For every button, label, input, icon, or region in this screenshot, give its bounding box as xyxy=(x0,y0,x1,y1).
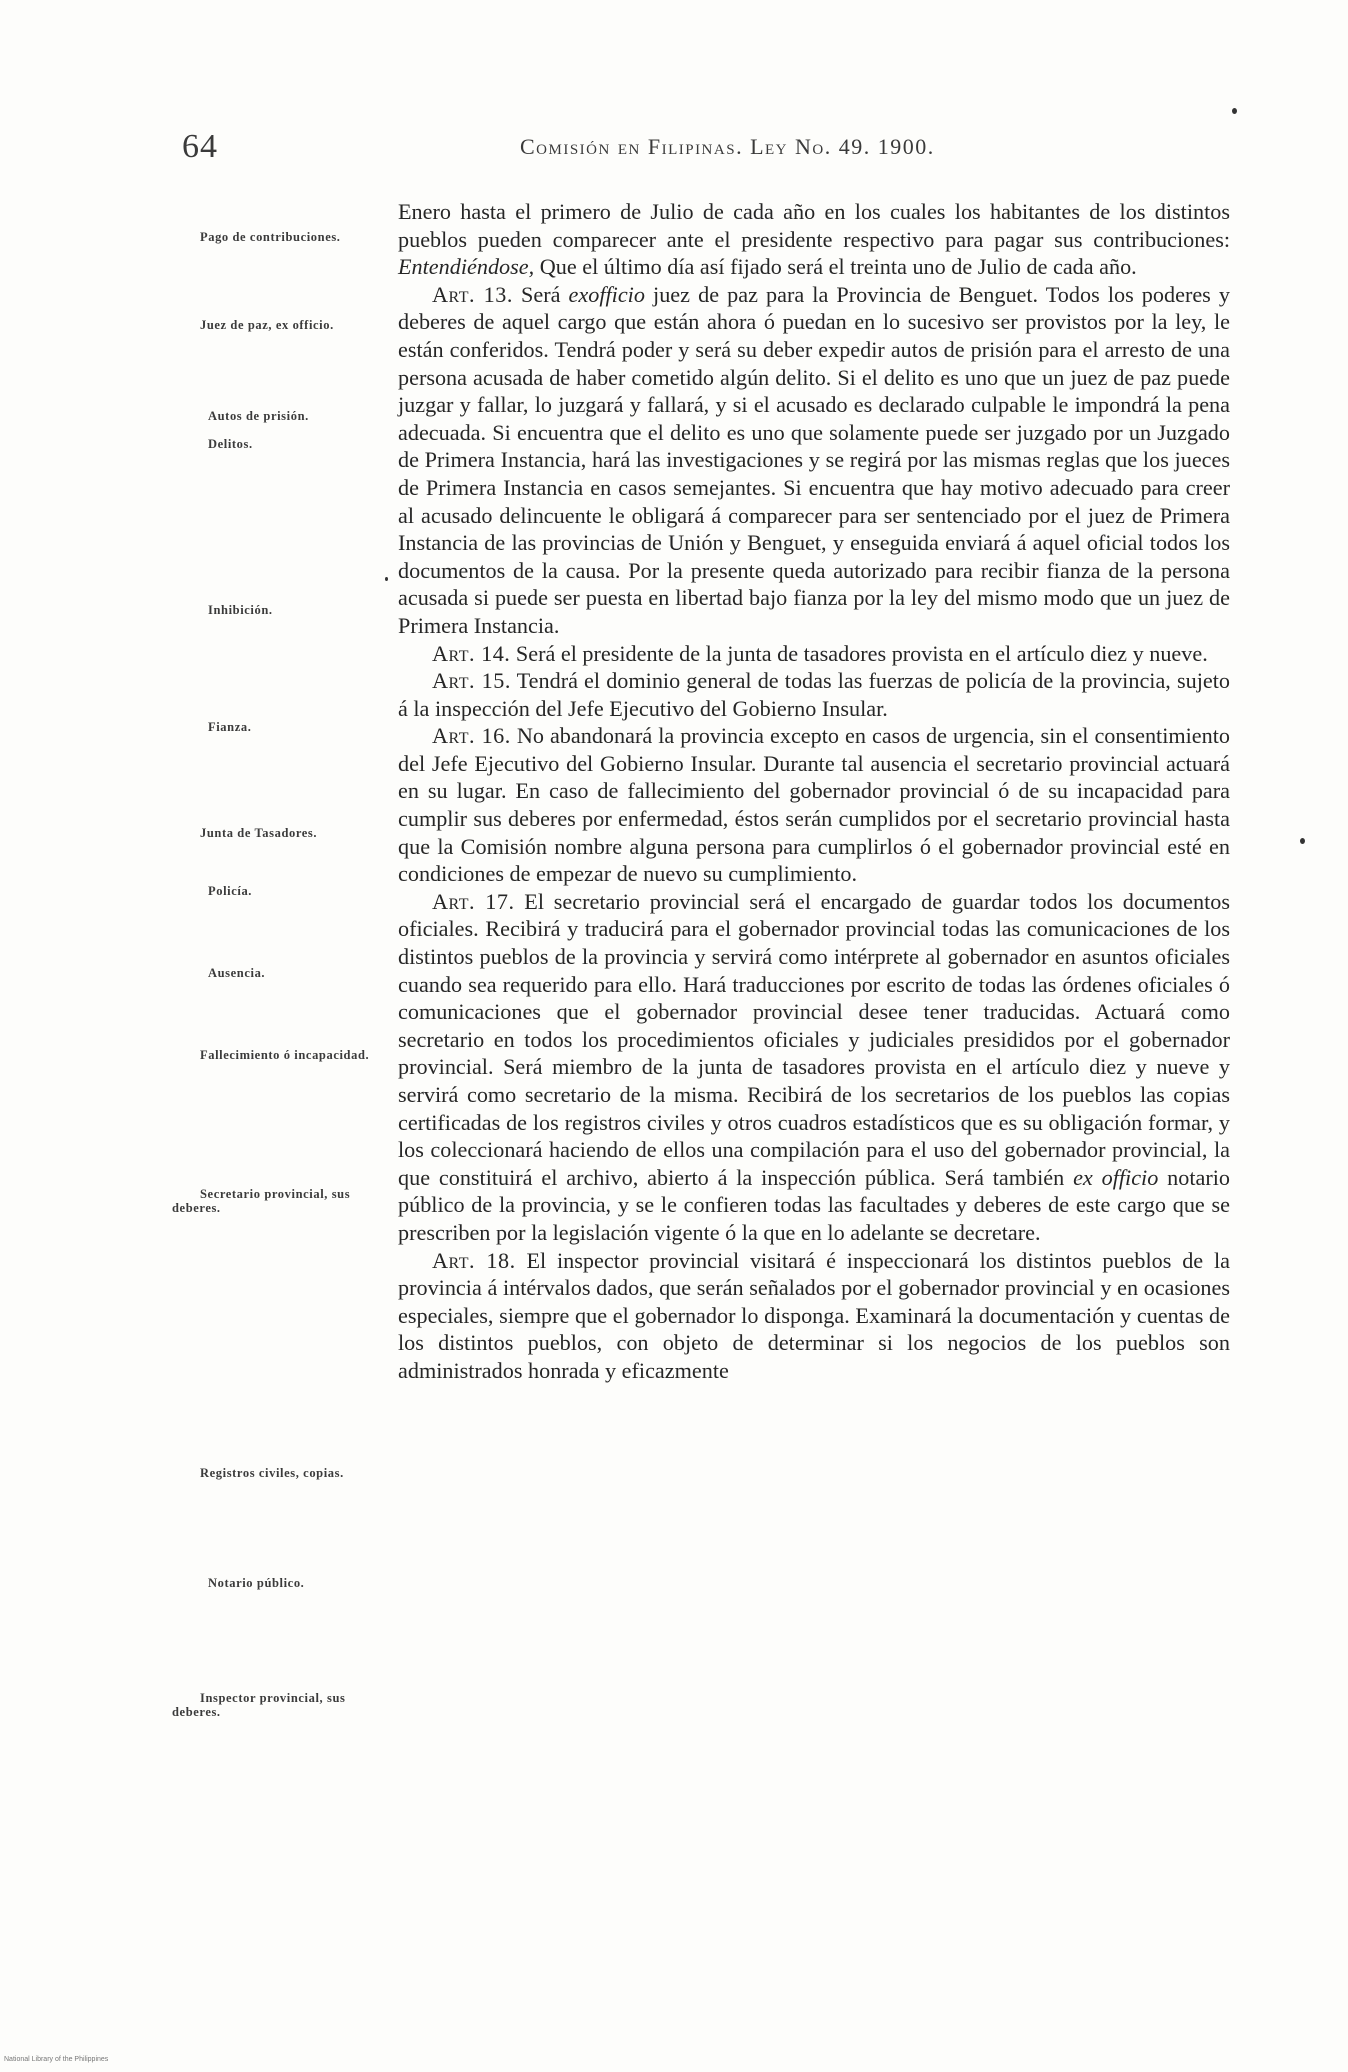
margin-note: Policía. xyxy=(208,884,253,898)
emphasis: ex officio xyxy=(1073,1164,1159,1190)
page-number: 64 xyxy=(182,128,218,165)
ink-speck xyxy=(1300,838,1305,844)
margin-note: Delitos. xyxy=(208,437,253,451)
article-14: Art. 14. Será el presidente de la junta de tasadores provista en el artículo diez y nueve. xyxy=(432,640,1208,666)
margin-note: Notario público. xyxy=(208,1576,305,1590)
article-16: Art. 16. No abandonará la provincia excepto en casos de urgencia, sin el consentimiento del Jefe Ejecutivo del Gobierno Insular. Durante tal ausencia el secretario provincial actuará en su lugar. En caso de fallecimiento del gobernador provincial ó de su incapacidad para cumplir sus deberes por enfermedad, éstos serán cumplidos por el secretario provincial hasta que la Comisión nombre alguna persona para cumplirlos ó el gobernador provincial esté en condiciones de empezar de nuevo su cumplimiento. xyxy=(398,723,1231,887)
margin-note: Ausencia. xyxy=(208,966,266,980)
ink-speck xyxy=(385,577,388,581)
emphasis: Entendiéndose, xyxy=(398,254,535,280)
emphasis: exofficio xyxy=(568,281,645,307)
margin-note: Secretario provincial, sus deberes. xyxy=(172,1187,351,1215)
margin-note: Fallecimiento ó incapacidad. xyxy=(200,1048,370,1062)
article-15: Art. 15. Tendrá el dominio general de todas las fuerzas de policía de la provincia, sujeto á la inspección del Jefe Ejecutivo del Gobierno Insular. xyxy=(398,668,1230,721)
article-13: Art. 13. Será exofficio juez de paz para la Provincia de Benguet. Todos los poderes y deberes de aquel cargo que están ahora ó puedan en lo sucesivo ser provistos por la ley, le están conferidos. Tendrá poder y será su deber expedir autos de prisión para el arresto de una persona acusada de haber cometido algún delito. Si el delito es uno que un juez de paz puede juzgar y fallar, lo juzgará y fallará, y si el acusado es declarado culpable le impondrá la pena adecuada. Si encuentra que el delito es uno que solamente puede ser juzgado por un Juzgado de Primera Instancia, hará las investigaciones y se regirá por las mismas reglas que los jueces de Primera Instancia en casos semejantes. Si encuentra que hay motivo adecuado para creer al acusado delincuente le obligará á comparecer para ser sentenciado por el juez de Primera Instancia de las provincias de Unión y Benguet, y enseguida enviará á aquel oficial todos los documentos de la causa. Por la presente queda autorizado para recibir fianza de la persona acusada si puede ser puesta en libertad bajo fianza por la ley del mismo modo que un juez de Primera Instancia. xyxy=(398,281,1231,638)
article-label: Art. 18. xyxy=(432,1247,516,1273)
paragraph-continuation: Enero hasta el primero de Julio de cada año en los cuales los habitantes de los distintos pueblos pueden comparecer ante el presidente respectivo para pagar sus contribuciones: Entendiéndose, Que el último día así fijado será el treinta uno de Julio de cada año. xyxy=(398,199,1230,280)
article-17: Art. 17. El secretario provincial será el encargado de guardar todos los documentos oficiales. Recibirá y traducirá para el gobernador provincial todas las comunicaciones de los distintos pueblos de la provincia y servirá como intérprete al gobernador en asuntos oficiales cuando sea requerido para ello. Hará traducciones por escrito de todas las órdenes oficiales ó comunicaciones que el gobernador provincial desee tener traducidas. Actuará como secretario en todos los procedimientos oficiales y judiciales presididos por el gobernador provincial. Será miembro de la junta de tasadores provista en el artículo diez y nueve y servirá como secretario de la misma. Recibirá de los secretarios de los pueblos las copias certificadas de los registros civiles y otros cuadros estadísticos que es su obligación formar, y los coleccionará haciendo de ellos una compilación para el uso del gobernador provincial, la que constituirá el archivo, abierto á la inspección pública. Será también ex officio notario público de la provincia, y se le confieren todas las facultades y deberes de este cargo que se prescriben por la legislación vigente ó la que en lo adelante se decretare. xyxy=(398,888,1230,1245)
margin-note: Inhibición. xyxy=(208,603,273,617)
article-label: Art. 14. xyxy=(432,640,511,666)
margin-note: Autos de prisión. xyxy=(208,409,309,423)
body-text xyxy=(398,198,1230,1385)
article-label: Art. 13. xyxy=(432,281,513,307)
article-label: Art. 15. xyxy=(432,668,511,694)
article-label: Art. 17. xyxy=(432,888,515,914)
article-18: Art. 18. El inspector provincial visitará é inspeccionará los distintos pueblos de la provincia á intérvalos dados, que serán señalados por el gobernador provincial y en ocasiones especiales, siempre que el gobernador lo disponga. Examinará la documentación y cuentas de los distintos pueblos, con objeto de determinar si los negocios de los pueblos son administrados honrada y eficazmente xyxy=(398,1247,1230,1383)
margin-note: Juez de paz, ex officio. xyxy=(200,318,334,332)
margin-note: Fianza. xyxy=(208,720,252,734)
margin-note: Inspector provincial, sus deberes. xyxy=(172,1691,346,1719)
margin-note: Registros civiles, copias. xyxy=(200,1466,344,1480)
running-header: Comisión en Filipinas. Ley No. 49. 1900. xyxy=(520,134,935,159)
article-label: Art. 16. xyxy=(432,723,511,749)
scan-footer: National Library of the Philippines xyxy=(4,2056,109,2063)
margin-note: Junta de Tasadores. xyxy=(200,826,318,840)
ink-speck xyxy=(1232,108,1237,114)
margin-note: Pago de contribuciones. xyxy=(200,230,341,244)
